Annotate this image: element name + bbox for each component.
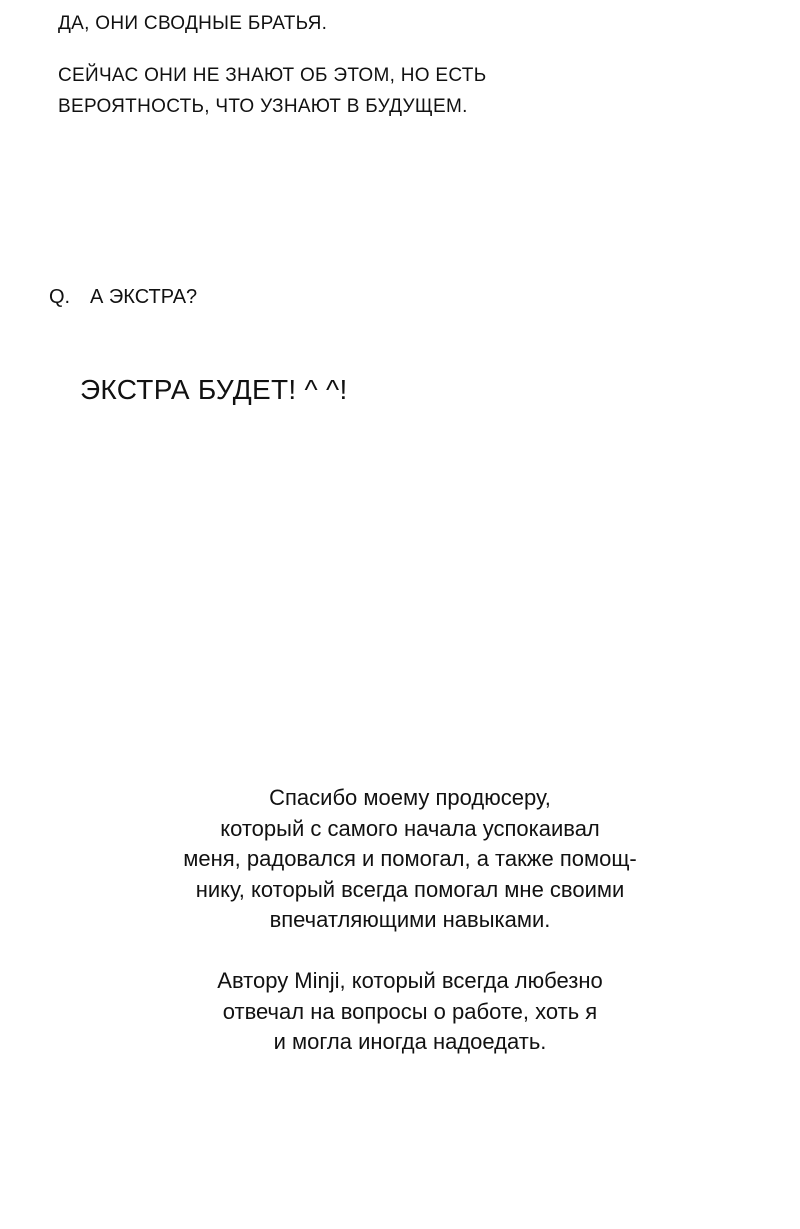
thanks-line: меня, радовался и помогал, а также помощ- — [183, 846, 637, 871]
thanks-line: нику, который всегда помогал мне своими — [195, 876, 625, 902]
answer-text — [58, 8, 327, 39]
thanks-line: который с самого начала успокаивал — [220, 815, 600, 841]
answer-paragraph — [58, 60, 486, 122]
thanks-line: Спасибо моему продюсеру, — [269, 785, 551, 810]
thanks-line: отвечал на вопросы о работе, хоть я — [222, 998, 598, 1024]
author-thanks-paragraph — [120, 966, 700, 1058]
question-text: А ЭКСТРА? — [90, 286, 198, 308]
question-line — [49, 282, 197, 312]
thanks-line: Автору Minji, который всегда любезно — [217, 968, 603, 993]
extra-answer-heading: ЭКСТРА БУДЕТ! ^ ^! — [80, 374, 348, 405]
answer-line: СЕЙЧАС ОНИ НЕ ЗНАЮТ ОБ ЭТОМ, НО ЕСТЬ — [58, 65, 487, 86]
question-prefix: Q. — [49, 286, 71, 308]
thanks-line: и могла иногда надоедать. — [273, 1029, 547, 1054]
answer-line: ДА, ОНИ СВОДНЫЕ БРАТЬЯ. — [58, 13, 328, 34]
thanks-paragraph — [120, 783, 700, 936]
answer-line: ВЕРОЯТНОСТЬ, ЧТО УЗНАЮТ В БУДУЩЕМ. — [58, 96, 468, 117]
thanks-line: впечатляющими навыками. — [269, 907, 551, 932]
